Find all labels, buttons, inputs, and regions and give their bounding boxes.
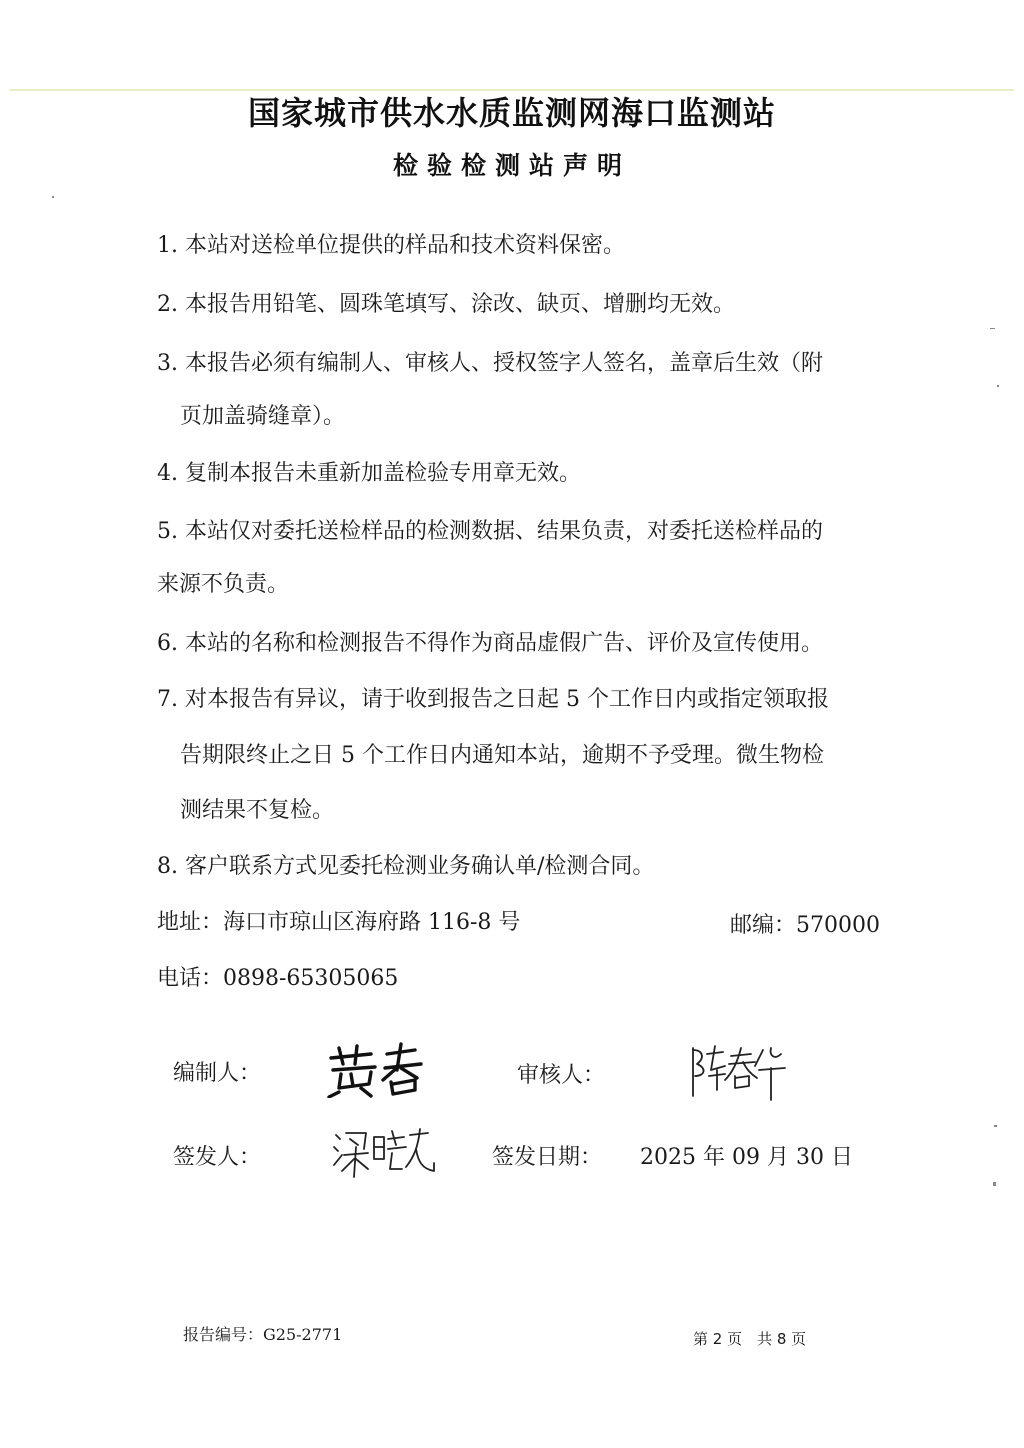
statement-3: 3. 本报告必须有编制人、审核人、授权签字人签名，盖章后生效（附 [157,351,823,376]
reviewer-label: 审核人： [517,1063,606,1088]
statement-4: 4. 复制本报告未重新加盖检验专用章无效。 [157,461,581,486]
statement-5: 5. 本站仅对委托送检样品的检测数据、结果负责，对委托送检样品的 [157,519,823,544]
statement-5-cont: 来源不负责。 [157,572,290,597]
address: 地址：海口市琼山区海府路 116-8 号 [157,910,521,935]
issue-date-label: 签发日期： [492,1145,603,1170]
statement-1: 1. 本站对送检单位提供的样品和技术资料保密。 [157,233,625,258]
statement-8: 8. 客户联系方式见委托检测业务确认单/检测合同。 [157,854,655,879]
statement-6: 6. 本站的名称和检测报告不得作为商品虚假广告、评价及宣传使用。 [157,631,823,656]
compiler-label: 编制人： [173,1061,262,1086]
statement-7: 7. 对本报告有异议，请于收到报告之日起 5 个工作日内或指定领取报 [157,687,829,712]
report-number: 报告编号：G25-2771 [183,1325,343,1344]
compiler-signature [325,1040,425,1098]
reviewer-signature [685,1040,790,1102]
statement-7-cont-1: 告期限终止之日 5 个工作日内通知本站，逾期不予受理。微生物检 [180,743,824,768]
issuer-label: 签发人： [173,1145,262,1170]
statement-2: 2. 本报告用铅笔、圆珠笔填写、涂改、缺页、增删均无效。 [157,292,735,317]
scan-speck [994,1125,997,1127]
issue-date: 2025 年 09 月 30 日 [640,1145,853,1170]
issuer-signature [330,1125,435,1183]
scan-speck [990,328,995,329]
statement-3-cont: 页加盖骑缝章）。 [180,404,346,429]
scan-speck [993,1182,996,1186]
page-title: 国家城市供水水质监测网海口监测站 [247,94,776,132]
page-indicator: 第 2 页 共 8 页 [693,1330,807,1348]
page-subtitle: 检验检测站声明 [392,151,631,180]
postcode: 邮编：570000 [730,913,880,938]
scan-speck [997,385,999,387]
scan-speck [52,196,54,198]
statement-7-cont-2: 测结果不复检。 [180,798,335,823]
phone: 电话：0898-65305065 [157,966,399,991]
